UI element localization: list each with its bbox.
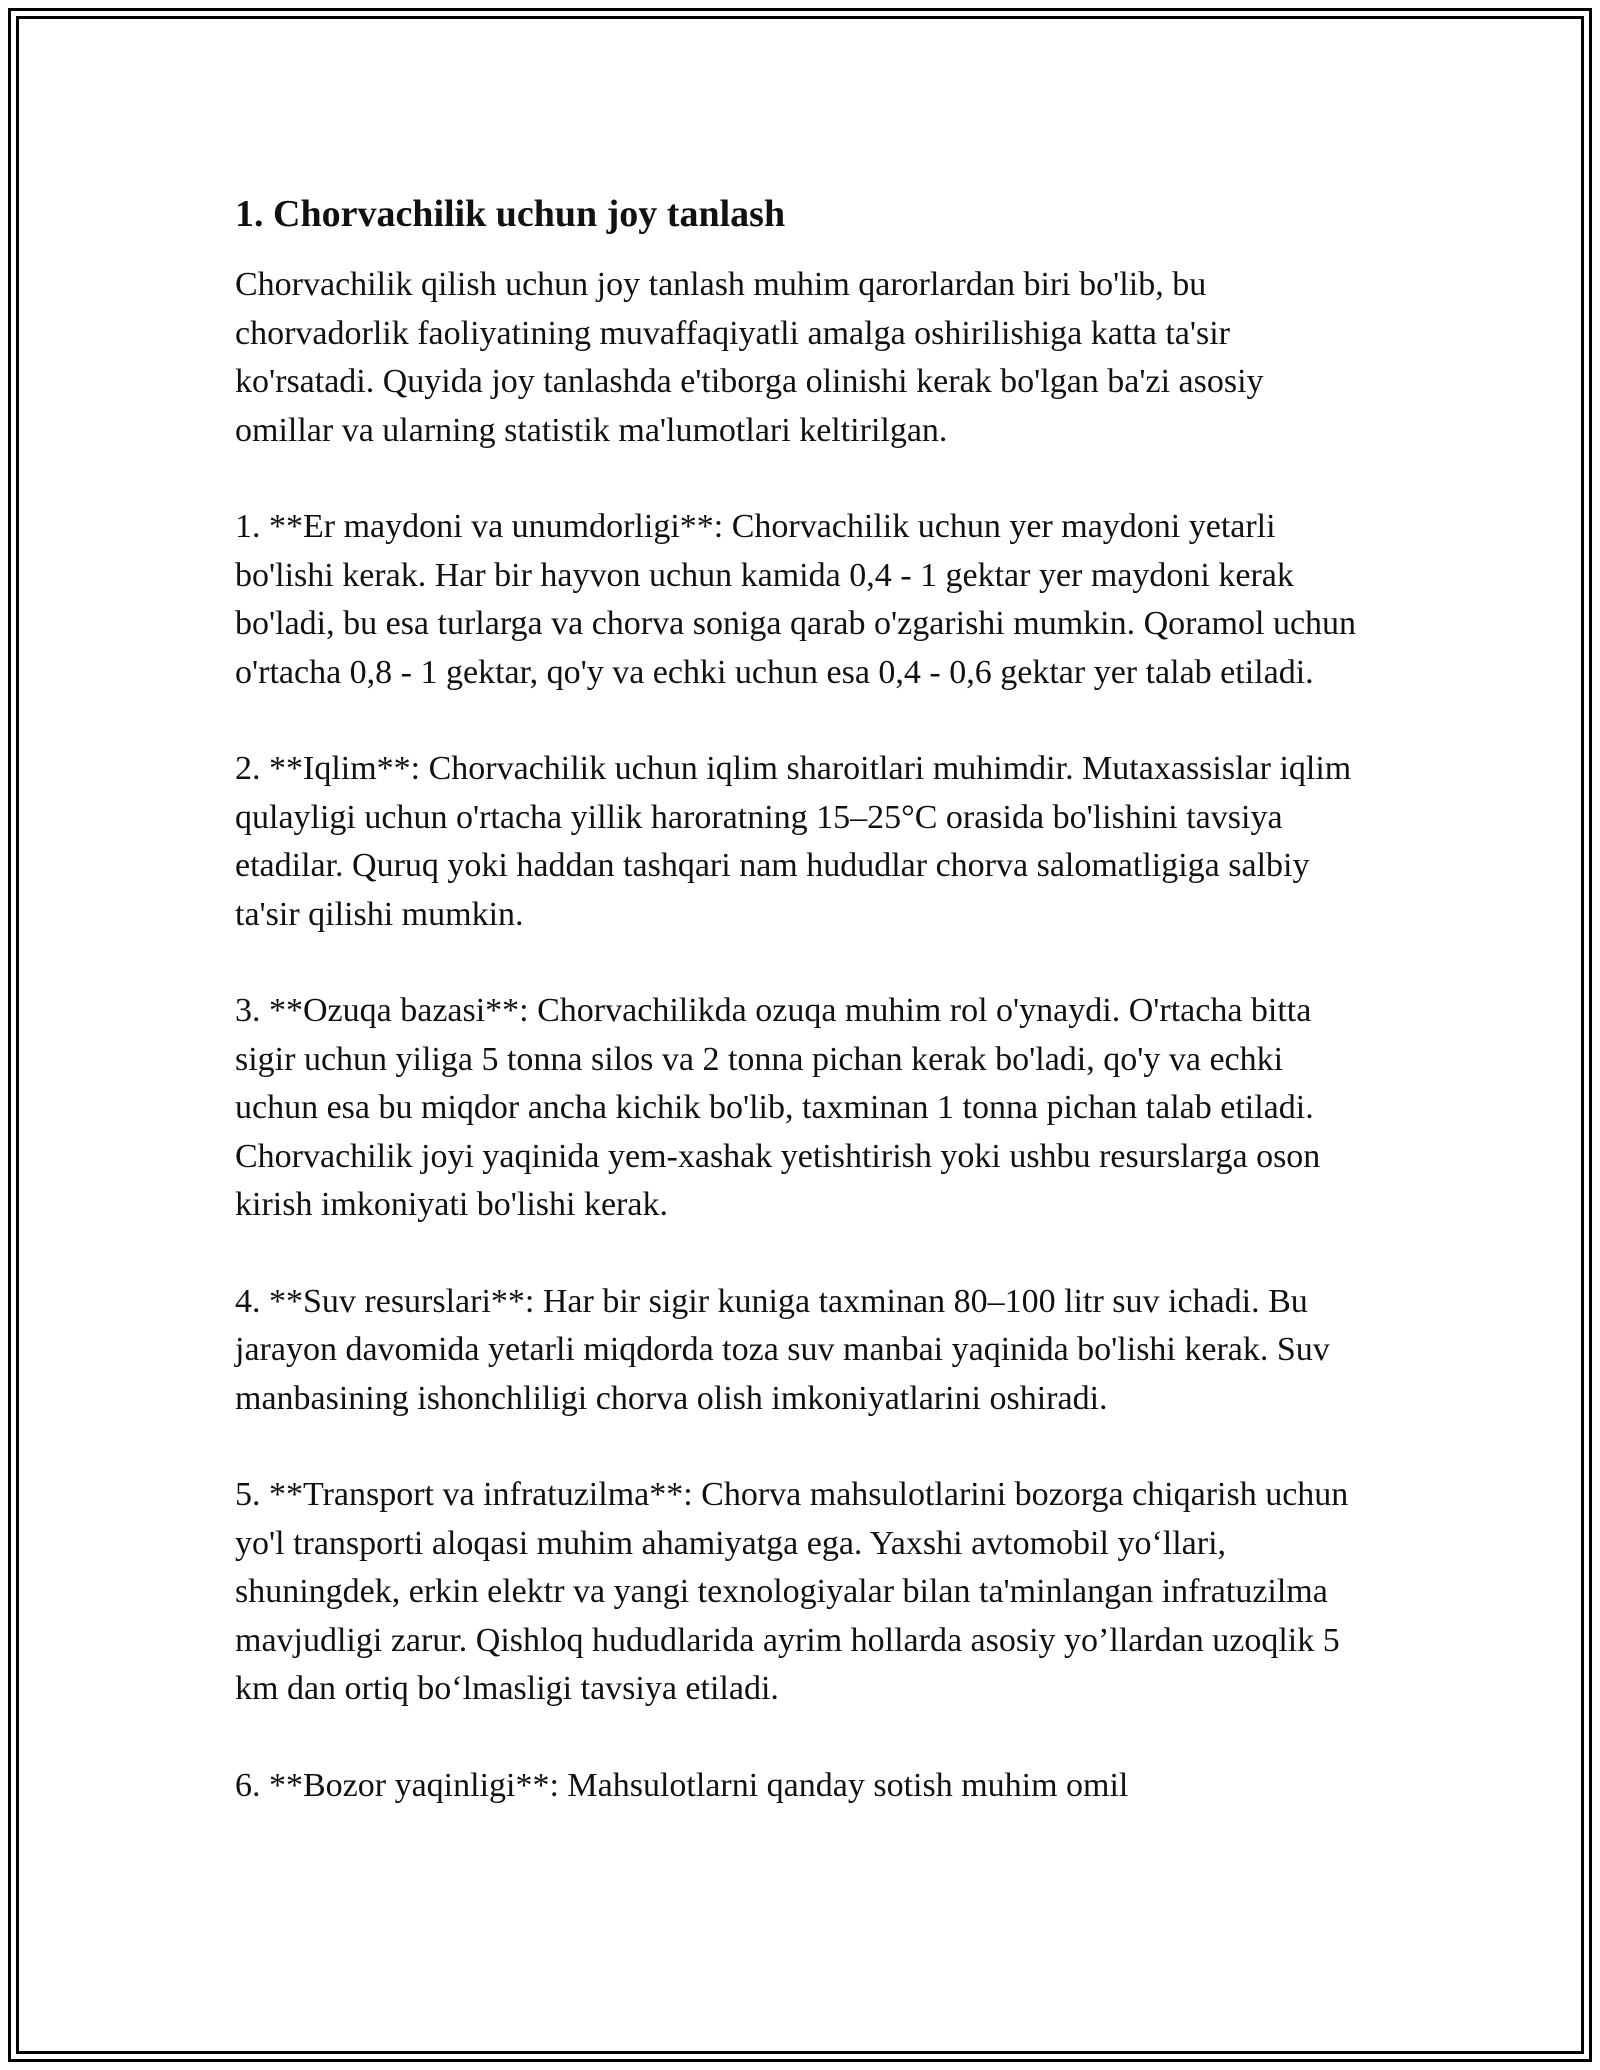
paragraph-feed-base: 3. **Ozuqa bazasi**: Chorvachilikda ozuqa muhim rol o'ynaydi. O'rtacha bitta sigir uchun yiliga 5 tonna silos va 2 tonna pichan kerak bo'ladi, qo'y va echki uchun esa bu miqdor ancha kichik bo'lib, taxminan 1 tonna pichan talab etiladi. Chorvachilik joyi yaqinida yem-xashak yetishtirish yoki ushbu resurslarga oson kirish imkoniyati bo'lishi kerak.: [235, 992, 1321, 1223]
paragraph-transport: 5. **Transport va infratuzilma**: Chorva mahsulotlarini bozorga chiqarish uchun yo'l transporti aloqasi muhim ahamiyatga ega. Yaxshi avtomobil yo‘llari, shuningdek, erkin elektr va yangi texnologiyalar bilan ta'minlangan infratuzilma mavjudligi zarur. Qishloq hududlarida ayrim hollarda asosiy yo’llardan uzoqlik 5 km dan ortiq bo‘lmasligi tavsiya etiladi.: [235, 1476, 1349, 1707]
paragraph-market-proximity: 6. **Bozor yaqinligi**: Mahsulotlarni qanday sotish muhim omil: [235, 1766, 1129, 1804]
paragraph-climate: 2. **Iqlim**: Chorvachilik uchun iqlim sharoitlari muhimdir. Mutaxassislar iqlim qulayligi uchun o'rtacha yillik haroratning 15–25°C orasida bo'lishini tavsiya etadilar. Quruq yoki haddan tashqari nam hududlar chorva salomatligiga salbiy ta'sir qilishi mumkin.: [235, 750, 1352, 933]
paragraph-water-resources: 4. **Suv resurslari**: Har bir sigir kuniga taxminan 80–100 litr suv ichadi. Bu jarayon davomida yetarli miqdorda toza suv manbai yaqinida bo'lishi kerak. Suv manbasining ishonchliligi chorva olish imkoniyatlarini oshiradi.: [235, 1282, 1330, 1417]
document-title: 1. Chorvachilik uchun joy tanlash: [235, 193, 786, 235]
document-body: [235, 185, 1365, 1810]
intro-paragraph: Chorvachilik qilish uchun joy tanlash muhim qarorlardan biri bo'lib, bu chorvadorlik faoliyatining muvaffaqiyatli amalga oshirilishiga katta ta'sir ko'rsatadi. Quyida joy tanlashda e'tiborga olinishi kerak bo'lgan ba'zi asosiy omillar va ularning statistik ma'lumotlari keltirilgan.: [235, 266, 1264, 449]
paragraph-land-area: 1. **Er maydoni va unumdorligi**: Chorvachilik uchun yer maydoni yetarli bo'lishi kerak. Har bir hayvon uchun kamida 0,4 - 1 gektar yer maydoni kerak bo'ladi, bu esa turlarga va chorva soniga qarab o'zgarishi mumkin. Qoramol uchun o'rtacha 0,8 - 1 gektar, qo'y va echki uchun esa 0,4 - 0,6 gektar yer talab etiladi.: [235, 508, 1357, 691]
